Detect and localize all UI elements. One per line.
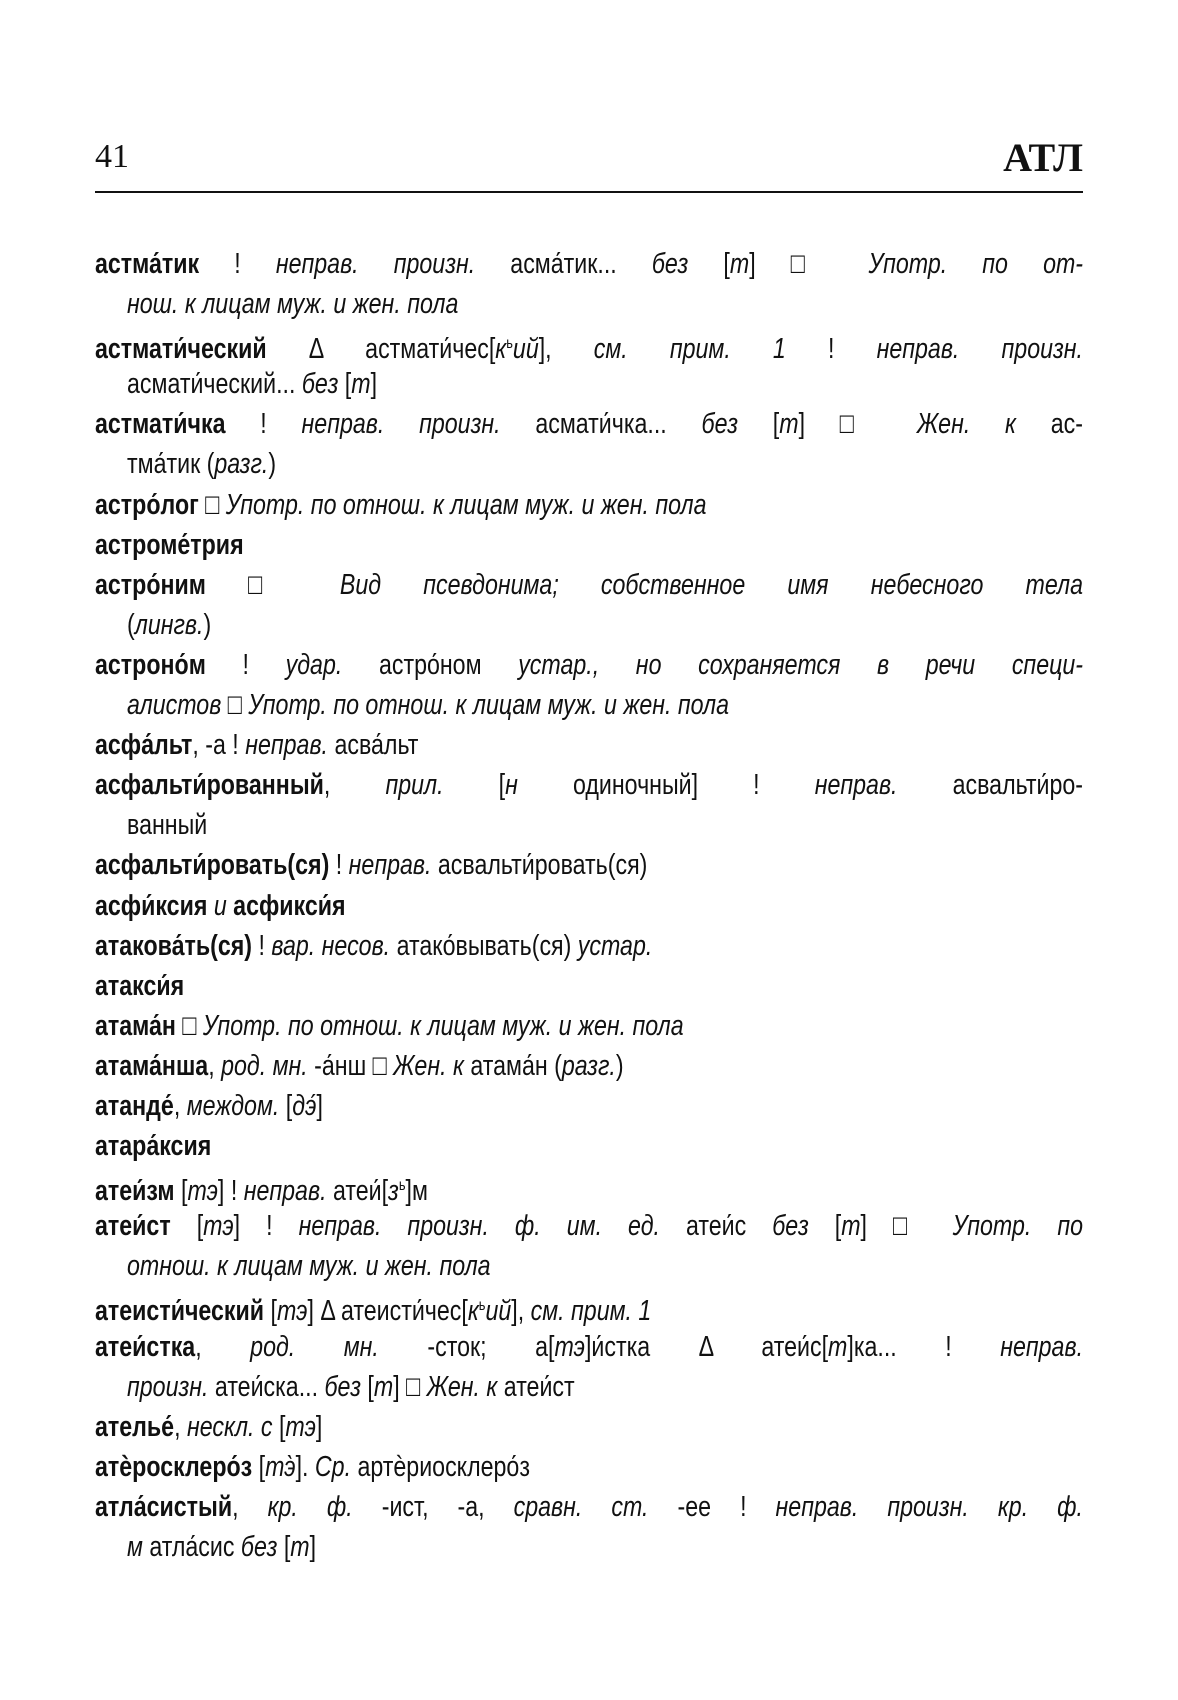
entry-text: □ [175, 1009, 203, 1042]
italic-label: к [467, 1295, 479, 1328]
italic-label: т [373, 1370, 394, 1403]
italic-label: тэ̀ [265, 1450, 296, 1483]
italic-label: Жен. к [393, 1049, 471, 1082]
dictionary-entry [95, 565, 1083, 645]
italic-label: Жен. к [916, 408, 1051, 441]
entry-line [127, 805, 1083, 845]
italic-label: прил. [385, 769, 499, 802]
headword: астмати́ческий [95, 333, 267, 365]
entry-line [95, 765, 1083, 805]
italic-label: вар. несов. [271, 929, 397, 962]
entry-text: ], [511, 1295, 531, 1328]
italic-label: разг. [214, 448, 269, 481]
dictionary-entry [95, 1407, 1083, 1447]
entry-line [95, 404, 1083, 444]
italic-label: т [828, 1330, 848, 1363]
entry-line [95, 886, 1083, 926]
italic-label: кр. ф. [267, 1490, 382, 1523]
headword: атанде́ [95, 1089, 174, 1122]
italic-label: лингв. [134, 608, 204, 641]
entry-line [127, 364, 1083, 404]
running-head: АТЛ [1003, 135, 1083, 180]
entry-text: □ [198, 488, 226, 521]
dictionary-entry [95, 1006, 1083, 1046]
headword: атла́систый [95, 1490, 233, 1523]
entry-text: ас- [1050, 408, 1083, 441]
entry-text: ] [316, 1089, 323, 1122]
italic-label: н [505, 769, 518, 802]
entry-text: ! [785, 333, 877, 365]
headword: асфальти́ровать(ся) [95, 849, 330, 882]
dictionary-entry [95, 886, 1083, 926]
entry-line [127, 284, 1083, 324]
dictionary-entry [95, 324, 1083, 404]
entry-line [127, 1246, 1083, 1286]
dictionary-entry [95, 404, 1083, 484]
entry-text: ] [370, 368, 378, 401]
entry-line [95, 845, 1083, 885]
italic-label: неправ. [348, 849, 438, 882]
headword: атеисти́ческий [95, 1295, 265, 1328]
entry-text: ]. [295, 1450, 315, 1483]
italic-label: без [324, 1370, 368, 1403]
entry-text: [ [252, 1450, 266, 1483]
headword: атеи́ст [95, 1210, 171, 1243]
entry-text: ] □ [798, 408, 917, 441]
headword: астро́лог [95, 488, 199, 521]
entry-text: -ее ! [677, 1490, 776, 1523]
headword: асфи́ксия [95, 889, 208, 922]
entry-line [95, 244, 1083, 284]
headword: астмати́чка [95, 408, 226, 441]
entry-text: Δ астмати́чес[ [266, 333, 496, 365]
italic-label: Ср. [314, 1450, 358, 1483]
headword: асфикси́я [233, 889, 346, 922]
dictionary-entry [95, 845, 1083, 885]
entry-text: [ [772, 408, 780, 441]
headword: атеи́стка [95, 1330, 196, 1363]
italic-label: устар. [577, 929, 653, 962]
italic-label: удар. [285, 648, 379, 681]
entry-text: [ [285, 1089, 293, 1122]
italic-label: тэ [554, 1330, 585, 1363]
dictionary-entry [95, 645, 1083, 725]
italic-label: произн. [127, 1370, 215, 1403]
entry-text: асмати́чка... [535, 408, 702, 441]
entry-text: ] Δ атеисти́чес[ [307, 1295, 468, 1328]
italic-label: дэ́ [292, 1089, 317, 1122]
entry-text: атла́сис [149, 1531, 241, 1563]
entry-line [95, 1046, 1083, 1086]
italic-label: т [729, 248, 750, 280]
italic-label: Жен. к [426, 1370, 504, 1403]
dictionary-entry [95, 485, 1083, 525]
entry-text: ]ка... ! [847, 1330, 1001, 1363]
page-header [95, 135, 1083, 188]
italic-label: см. прим. 1 [530, 1295, 652, 1328]
entry-text: одиночный] ! [517, 769, 815, 802]
italic-label: род. мн. [250, 1330, 428, 1363]
entry-text: асмати́ческий... [127, 368, 302, 401]
entry-text: ], [538, 333, 594, 365]
entry-text: , [323, 769, 386, 802]
entry-text: ! [252, 929, 272, 962]
entry-text: ( [127, 608, 135, 641]
entry-text: -а́нш □ [314, 1049, 394, 1082]
entry-text: [ [834, 1210, 842, 1243]
italic-label: отнош. к лицам муж. и жен. пола [127, 1250, 491, 1283]
entry-text: ! [199, 248, 276, 280]
entry-line [127, 685, 1083, 725]
italic-label: разг. [561, 1049, 616, 1082]
headword: астроно́м [95, 648, 206, 681]
italic-label: Употр. по [952, 1210, 1083, 1243]
italic-label: нескл. с [186, 1410, 279, 1443]
headword: асфа́льт [95, 729, 193, 762]
italic-label: Вид псевдонима; собственное имя небесного тела [339, 568, 1083, 601]
entry-text: [ [264, 1295, 277, 1328]
entry-line [95, 1206, 1083, 1246]
italic-label: см. прим. 1 [593, 333, 786, 365]
italic-label: неправ. [245, 729, 335, 762]
italic-label: устар., но сохраняется в речи специ- [518, 648, 1083, 681]
entry-text: ] [309, 1531, 317, 1563]
entry-line [95, 1166, 1083, 1206]
entry-text: ! [205, 648, 286, 681]
entry-text: астро́ном [378, 648, 519, 681]
entry-line [95, 1487, 1083, 1527]
entry-line [95, 324, 1083, 364]
entry-text: ! [329, 849, 349, 882]
headword: астма́тик [95, 248, 200, 280]
italic-label: сравн. ст. [513, 1490, 678, 1523]
entry-text: □ [221, 689, 249, 722]
entry-line [127, 605, 1083, 645]
italic-label: без [301, 368, 345, 401]
headword: атакси́я [95, 969, 185, 1002]
italic-label: Употр. по отнош. к лицам муж. и жен. пола [225, 488, 707, 521]
entry-text: ! [225, 408, 302, 441]
italic-label: т [290, 1531, 310, 1563]
entry-text: ] ! [217, 1175, 244, 1208]
entry-line [95, 525, 1083, 565]
italic-label: род. мн. [221, 1049, 315, 1082]
dictionary-entry [95, 1046, 1083, 1086]
italic-label: неправ. [243, 1175, 333, 1208]
italic-label: без [772, 1210, 835, 1243]
page-number: 41 [95, 138, 129, 175]
italic-label: нош. к лицам муж. и жен. пола [127, 288, 459, 321]
italic-label: тэ [276, 1295, 308, 1328]
headword: атара́ксия [95, 1130, 212, 1163]
dictionary-entry [95, 1086, 1083, 1126]
headword: атѐросклеро́з [95, 1450, 253, 1483]
dictionary-entry [95, 1126, 1083, 1166]
entry-text: , -а ! [192, 729, 246, 762]
dictionary-entry [95, 1447, 1083, 1487]
entry-text: артѐриосклеро́з [357, 1450, 530, 1483]
italic-label: к [495, 333, 507, 365]
entry-line [95, 926, 1083, 966]
dictionary-entry [95, 725, 1083, 765]
dictionary-entry [95, 926, 1083, 966]
entry-text: ванный [127, 809, 208, 842]
entry-text: -сток; а[ [427, 1330, 555, 1363]
entry-line [95, 725, 1083, 765]
italic-label: без [240, 1531, 284, 1563]
entry-text: [ [498, 769, 506, 802]
entry-text: атеи́с [686, 1210, 773, 1243]
dictionary-entry [95, 1166, 1083, 1206]
italic-label: междом. [186, 1089, 286, 1122]
italic-label: м [127, 1531, 150, 1563]
entry-line [95, 1447, 1083, 1487]
entry-text: асма́тик... [510, 248, 652, 280]
dictionary-entry [95, 1286, 1083, 1326]
italic-label: без [701, 408, 773, 441]
italic-label: Употр. по отнош. к лицам муж. и жен. пола [202, 1009, 684, 1042]
italic-label: т [841, 1210, 861, 1243]
entry-text: асва́льт [334, 729, 419, 762]
entry-text: , [195, 1330, 251, 1363]
entry-text: , [208, 1049, 222, 1082]
entry-line [127, 1367, 1083, 1407]
italic-label: неправ. произн. [275, 248, 511, 280]
entry-text: [ [344, 368, 352, 401]
entry-text: ] ! [233, 1210, 299, 1243]
italic-label: неправ. [1000, 1330, 1083, 1363]
entry-text: ) [615, 1049, 624, 1082]
italic-label: неправ. произн. ф. им. ед. [298, 1210, 686, 1243]
entry-line [127, 1527, 1083, 1567]
italic-label: неправ. произн. [876, 333, 1083, 365]
entry-line [95, 1086, 1083, 1126]
entry-text: [ [278, 1410, 286, 1443]
entry-text: , [174, 1410, 187, 1443]
entry-line [95, 645, 1083, 685]
italic-label: Употр. по отнош. к лицам муж. и жен. пола [248, 689, 730, 722]
entry-line [95, 1327, 1083, 1367]
entry-text: ] □ [860, 1210, 953, 1243]
entry-text: [ [367, 1370, 374, 1403]
entry-line [95, 485, 1083, 525]
headword: атама́н [95, 1009, 176, 1042]
entry-text: асвальти́ро- [952, 769, 1083, 802]
entry-text: тма́тик ( [127, 448, 215, 481]
entry-line [95, 1286, 1083, 1326]
dictionary-entry [95, 525, 1083, 565]
entry-line [95, 565, 1083, 605]
entry-line [127, 444, 1083, 484]
headword: ателье́ [95, 1410, 175, 1443]
italic-label: т [351, 368, 371, 401]
dictionary-entry [95, 1327, 1083, 1407]
headword: асфальти́рованный [95, 769, 324, 802]
italic-label: Употр. по от- [868, 248, 1083, 280]
italic-label: неправ. [814, 769, 953, 802]
italic-label: и [207, 889, 234, 922]
entry-text: ) [268, 448, 277, 481]
entry-line [95, 966, 1083, 1006]
italic-label: тэ [285, 1410, 316, 1443]
entry-text: ) [203, 608, 212, 641]
headword: астро́ним [95, 568, 206, 601]
entry-line [95, 1407, 1083, 1447]
superscript-mark: ь [506, 335, 513, 353]
entry-text: [ [170, 1210, 204, 1243]
entry-text: атама́н ( [470, 1049, 562, 1082]
superscript-mark: ь [478, 1297, 486, 1315]
italic-label: ий [512, 333, 539, 365]
headword: атакова́ть(ся) [95, 929, 253, 962]
entry-text: , [173, 1089, 187, 1122]
italic-label: алистов [127, 689, 222, 722]
entry-text: ]м [405, 1175, 428, 1208]
dictionary-entry [95, 244, 1083, 324]
italic-label: тэ [187, 1175, 218, 1208]
italic-label: без [651, 248, 724, 280]
italic-label: з [388, 1175, 399, 1208]
dictionary-entry [95, 1487, 1083, 1567]
entry-text: атеи́[ [332, 1175, 389, 1208]
superscript-mark: ь [398, 1177, 406, 1195]
italic-label: ий [485, 1295, 512, 1328]
headword: атама́нша [95, 1049, 209, 1082]
entry-line [95, 1006, 1083, 1046]
entry-text: атако́вывать(ся) [396, 929, 578, 962]
entry-line [95, 1126, 1083, 1166]
dictionary-entry [95, 765, 1083, 845]
headword: астроме́трия [95, 528, 244, 561]
headword: атеи́зм [95, 1175, 175, 1208]
entry-text: ] □ [749, 248, 869, 280]
italic-label: т [779, 408, 799, 441]
dictionary-entries [95, 244, 1083, 1567]
italic-label: неправ. произн. кр. ф. [775, 1490, 1083, 1523]
entry-text: ] □ [393, 1370, 427, 1403]
italic-label: неправ. произн. [301, 408, 536, 441]
italic-label: тэ [203, 1210, 234, 1243]
entry-text: ] [315, 1410, 323, 1443]
entry-text: [ [283, 1531, 291, 1563]
header-rule [95, 191, 1083, 193]
dictionary-entry [95, 966, 1083, 1006]
entry-text: асвальти́ровать(ся) [437, 849, 648, 882]
entry-text: ]и́стка Δ атеи́с[ [584, 1330, 829, 1363]
entry-text: -ист, -а, [381, 1490, 514, 1523]
entry-text: □ [205, 568, 340, 601]
entry-text: [ [723, 248, 730, 280]
entry-text: атеи́ска... [214, 1370, 325, 1403]
dictionary-entry [95, 1206, 1083, 1286]
entry-text: атеи́ст [503, 1370, 575, 1403]
entry-text: [ [174, 1175, 188, 1208]
entry-text: , [232, 1490, 268, 1523]
